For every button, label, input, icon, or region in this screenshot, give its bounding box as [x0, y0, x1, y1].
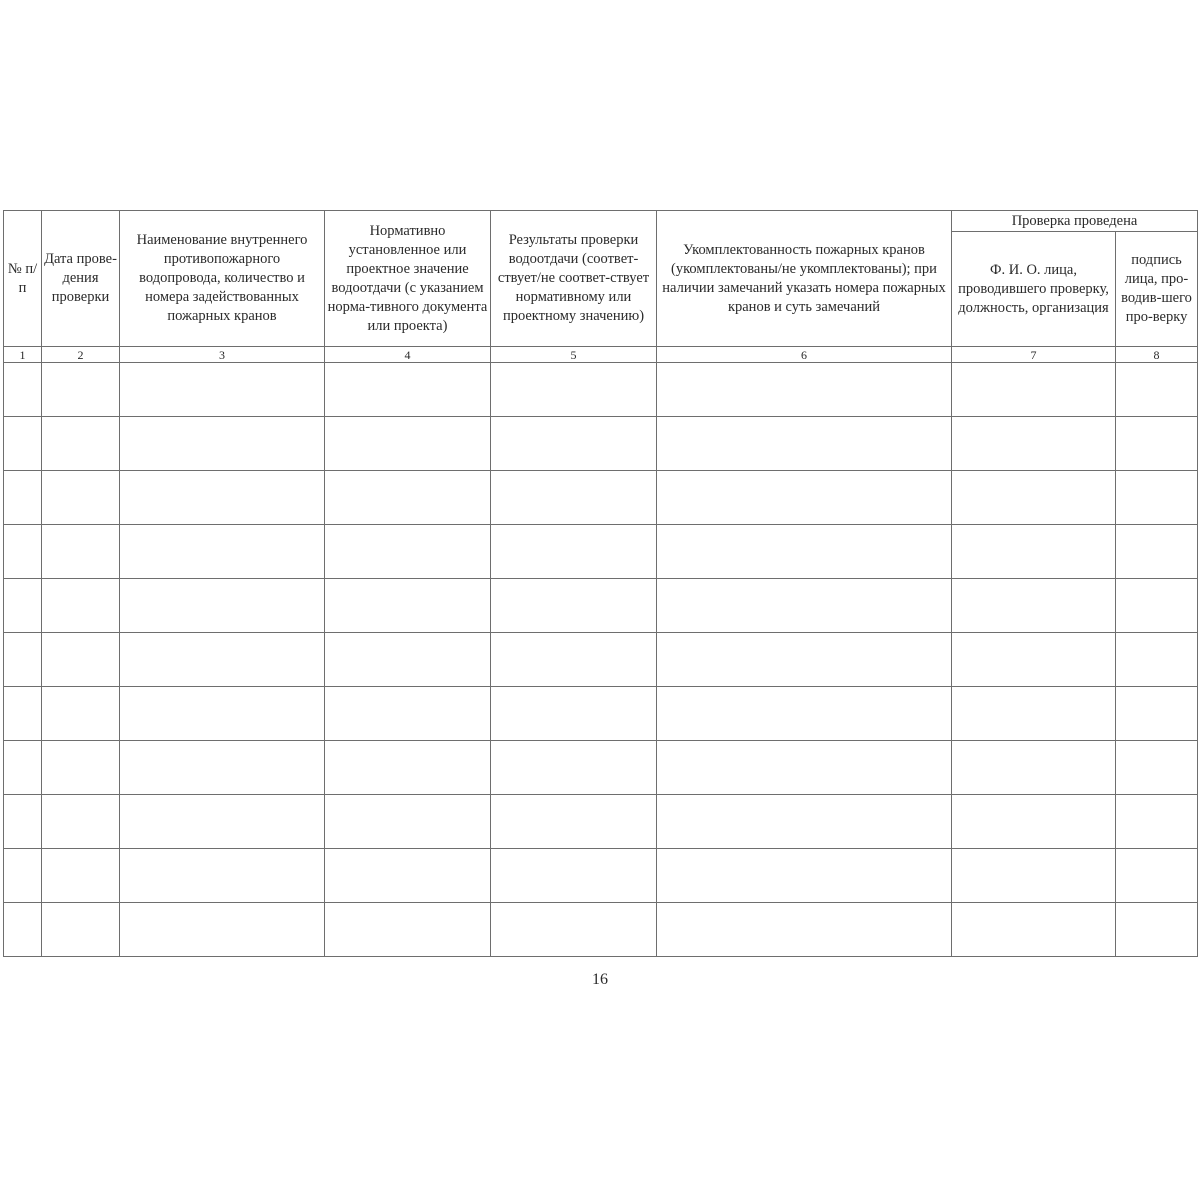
table-cell[interactable] [42, 525, 120, 579]
table-cell[interactable] [657, 741, 952, 795]
table-cell[interactable] [952, 363, 1116, 417]
table-cell[interactable] [120, 417, 325, 471]
table-cell[interactable] [1116, 741, 1198, 795]
table-cell[interactable] [4, 687, 42, 741]
table-cell[interactable] [952, 903, 1116, 957]
table-row [4, 849, 1198, 903]
table-cell[interactable] [120, 579, 325, 633]
table-cell[interactable] [657, 417, 952, 471]
table-cell[interactable] [491, 633, 657, 687]
table-cell[interactable] [1116, 417, 1198, 471]
table-cell[interactable] [952, 849, 1116, 903]
table-cell[interactable] [1116, 471, 1198, 525]
header-signature-label: подпись лица, про-водив-шего про-верку [1121, 252, 1192, 325]
table-row [4, 903, 1198, 957]
table-cell[interactable] [491, 741, 657, 795]
table-cell[interactable] [42, 363, 120, 417]
table-cell[interactable] [4, 525, 42, 579]
header-signature [1116, 232, 1198, 347]
table-cell[interactable] [120, 363, 325, 417]
header-normative-value [325, 211, 491, 347]
column-number: 1 [4, 347, 42, 363]
table-row [4, 525, 1198, 579]
table-cell[interactable] [657, 633, 952, 687]
table-cell[interactable] [42, 741, 120, 795]
column-number: 3 [120, 347, 325, 363]
table-row [4, 471, 1198, 525]
table-cell[interactable] [491, 903, 657, 957]
table-cell[interactable] [4, 633, 42, 687]
table-row [4, 687, 1198, 741]
table-body [4, 363, 1198, 957]
column-number: 8 [1116, 347, 1198, 363]
header-check-results [491, 211, 657, 347]
table-cell[interactable] [42, 903, 120, 957]
header-completeness [657, 211, 952, 347]
table-cell[interactable] [4, 903, 42, 957]
table-cell[interactable] [120, 903, 325, 957]
table-cell[interactable] [325, 633, 491, 687]
table-cell[interactable] [491, 687, 657, 741]
table-cell[interactable] [657, 903, 952, 957]
table-cell[interactable] [952, 417, 1116, 471]
header-number-label: № п/п [7, 260, 38, 296]
table-cell[interactable] [325, 525, 491, 579]
page-number: 16 [592, 971, 608, 988]
table-cell[interactable] [42, 417, 120, 471]
table-cell[interactable] [657, 525, 952, 579]
table-cell[interactable] [1116, 795, 1198, 849]
table-row [4, 579, 1198, 633]
table-cell[interactable] [4, 579, 42, 633]
table-cell[interactable] [1116, 687, 1198, 741]
table-cell[interactable] [657, 687, 952, 741]
table-cell[interactable] [325, 363, 491, 417]
table-cell[interactable] [325, 687, 491, 741]
table-cell[interactable] [120, 741, 325, 795]
table-row [4, 795, 1198, 849]
table-cell[interactable] [491, 525, 657, 579]
table-cell[interactable] [4, 471, 42, 525]
table-cell[interactable] [491, 849, 657, 903]
table-cell[interactable] [952, 525, 1116, 579]
table-cell[interactable] [325, 903, 491, 957]
header-date [42, 211, 120, 347]
table-cell[interactable] [657, 849, 952, 903]
header-check-results-label: Результаты проверки водоотдачи (соответ-ствует/не соответ-ствует нормативному или проектному значению) [497, 232, 650, 324]
table-cell[interactable] [325, 741, 491, 795]
table-cell[interactable] [491, 795, 657, 849]
table-cell[interactable] [120, 471, 325, 525]
column-number: 2 [42, 347, 120, 363]
table-cell[interactable] [952, 741, 1116, 795]
table-cell[interactable] [42, 471, 120, 525]
header-water-supply-name-label: Наименование внутреннего противопожарного водопровода, количество и номера задействованных пожарных кранов [136, 232, 308, 324]
table-cell[interactable] [4, 741, 42, 795]
table-row [4, 363, 1198, 417]
table-cell[interactable] [1116, 363, 1198, 417]
column-number: 5 [491, 347, 657, 363]
table-cell[interactable] [491, 363, 657, 417]
table-cell[interactable] [4, 795, 42, 849]
table-cell[interactable] [1116, 525, 1198, 579]
header-normative-value-label: Нормативно установленное или проектное значение водоотдачи (с указанием норма-тивного документа или проекта) [327, 222, 488, 334]
header-group-check-done [952, 211, 1198, 232]
table-cell[interactable] [952, 579, 1116, 633]
table-row [4, 417, 1198, 471]
table-cell[interactable] [952, 795, 1116, 849]
table-cell[interactable] [657, 795, 952, 849]
table-cell[interactable] [325, 579, 491, 633]
table-cell[interactable] [952, 687, 1116, 741]
table-cell[interactable] [42, 849, 120, 903]
table-cell[interactable] [42, 579, 120, 633]
table-cell[interactable] [952, 471, 1116, 525]
table-cell[interactable] [952, 633, 1116, 687]
table-cell[interactable] [1116, 849, 1198, 903]
table-cell[interactable] [325, 795, 491, 849]
table-cell[interactable] [1116, 579, 1198, 633]
table-cell[interactable] [120, 795, 325, 849]
table-cell[interactable] [42, 633, 120, 687]
column-number: 6 [657, 347, 952, 363]
table-cell[interactable] [657, 363, 952, 417]
header-inspector-name [952, 232, 1116, 347]
table-cell[interactable] [491, 417, 657, 471]
header-number [4, 211, 42, 347]
table-cell[interactable] [120, 849, 325, 903]
table-cell[interactable] [1116, 903, 1198, 957]
table-cell[interactable] [325, 471, 491, 525]
table-cell[interactable] [120, 525, 325, 579]
header-group-check-done-label: Проверка проведена [1011, 212, 1138, 229]
table-cell[interactable] [657, 579, 952, 633]
column-number: 4 [325, 347, 491, 363]
table-row [4, 741, 1198, 795]
table-cell[interactable] [1116, 633, 1198, 687]
column-number-row [4, 347, 1198, 363]
header-row-top [4, 211, 1198, 232]
table-cell[interactable] [42, 687, 120, 741]
table-cell[interactable] [4, 363, 42, 417]
table-cell[interactable] [325, 417, 491, 471]
column-number: 7 [952, 347, 1116, 363]
table-row [4, 633, 1198, 687]
table-cell[interactable] [4, 417, 42, 471]
table-cell[interactable] [120, 687, 325, 741]
header-inspector-name-label: Ф. И. О. лица, проводившего проверку, должность, организация [958, 261, 1109, 316]
table-cell[interactable] [491, 471, 657, 525]
journal-page [3, 210, 1197, 957]
table-cell[interactable] [325, 849, 491, 903]
table-cell[interactable] [120, 633, 325, 687]
header-date-label: Дата прове-дения проверки [44, 251, 117, 305]
header-water-supply-name [120, 211, 325, 347]
table-cell[interactable] [4, 849, 42, 903]
table-cell[interactable] [42, 795, 120, 849]
table-cell[interactable] [657, 471, 952, 525]
table-cell[interactable] [491, 579, 657, 633]
inspection-table [3, 210, 1198, 957]
header-completeness-label: Укомплектованность пожарных кранов (укомплектованы/не укомплектованы); при наличии замечаний указать номера пожарных кранов и суть замечаний [662, 241, 946, 315]
